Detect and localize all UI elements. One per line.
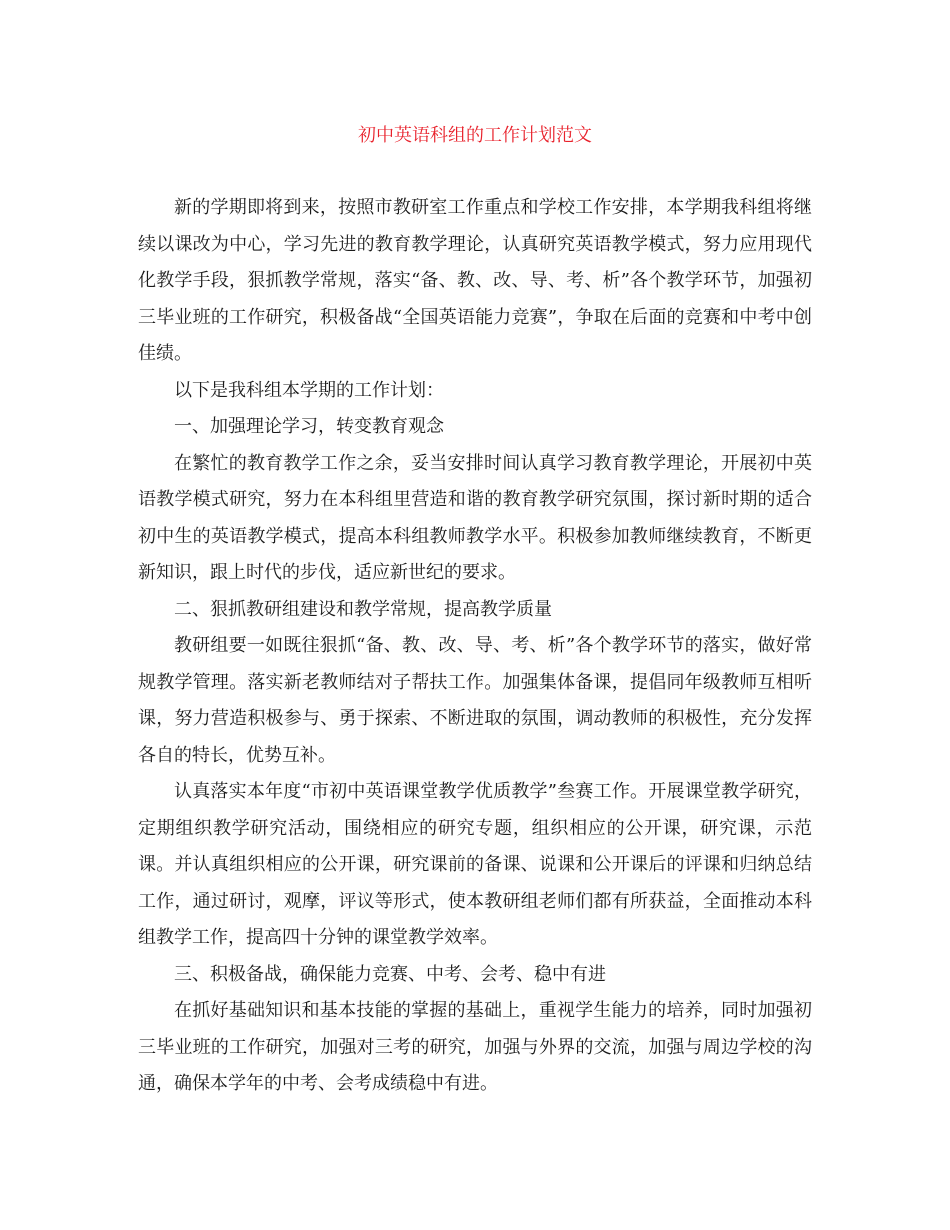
- paragraph-section-2b: 认真落实本年度“市初中英语课堂教学优质教学”叁赛工作。开展课堂教学研究，定期组织教学研究活动，围绕相应的研究专题，组织相应的公开课，研究课，示范课。并认真组织相应的公开课，研究课前的备课、说课和公开课后的评课和归纳总结工作，通过研讨，观摩，评议等形式，使本教研组老师们都有所获益，全面推动本科组教学工作，提高四十分钟的课堂教学效率。: [138, 781, 812, 948]
- paragraph-plan-lead: 以下是我科组本学期的工作计划：: [174, 379, 444, 401]
- paragraph-section-2a: 教研组要一如既往狠抓“备、教、改、导、考、析”各个教学环节的落实，做好常规教学管理。落实新老教师结对子帮扶工作。加强集体备课，提倡同年级教师互相听课，努力营造积极参与、勇于探索、不断进取的氛围，调动教师的积极性，充分发挥各自的特长，优势互补。: [138, 635, 812, 766]
- document-body: [138, 190, 812, 1103]
- paragraph-intro: 新的学期即将到来，按照市教研室工作重点和学校工作安排，本学期我科组将继续以课改为中心，学习先进的教育教学理论，认真研究英语教学模式，努力应用现代化教学手段，狠抓教学常规，落实“备、教、改、导、考、析”各个教学环节，加强初三毕业班的工作研究，积极备战“全国英语能力竞赛”，争取在后面的竞赛和中考中创佳绩。: [138, 197, 812, 364]
- document-title: 初中英语科组的工作计划范文: [358, 125, 592, 146]
- paragraph-section-1: 在繁忙的教育教学工作之余，妥当安排时间认真学习教育教学理论，开展初中英语教学模式研究，努力在本科组里营造和谐的教育教学研究氛围，探讨新时期的适合初中生的英语教学模式，提高本科组教师教学水平。积极参加教师继续教育，不断更新知识，跟上时代的步伐，适应新世纪的要求。: [138, 452, 812, 583]
- paragraph-section-3: 在抓好基础知识和基本技能的掌握的基础上，重视学生能力的培养，同时加强初三毕业班的工作研究，加强对三考的研究，加强与外界的交流，加强与周边学校的沟通，确保本学年的中考、会考成绩稳中有进。: [138, 1000, 812, 1094]
- section-heading-1: 一、加强理论学习，转变教育观念: [174, 416, 444, 437]
- section-heading-3: 三、积极备战，确保能力竞赛、中考、会考、稳中有进: [174, 963, 606, 985]
- section-heading-2: 二、狠抓教研组建设和教学常规，提高教学质量: [174, 598, 552, 620]
